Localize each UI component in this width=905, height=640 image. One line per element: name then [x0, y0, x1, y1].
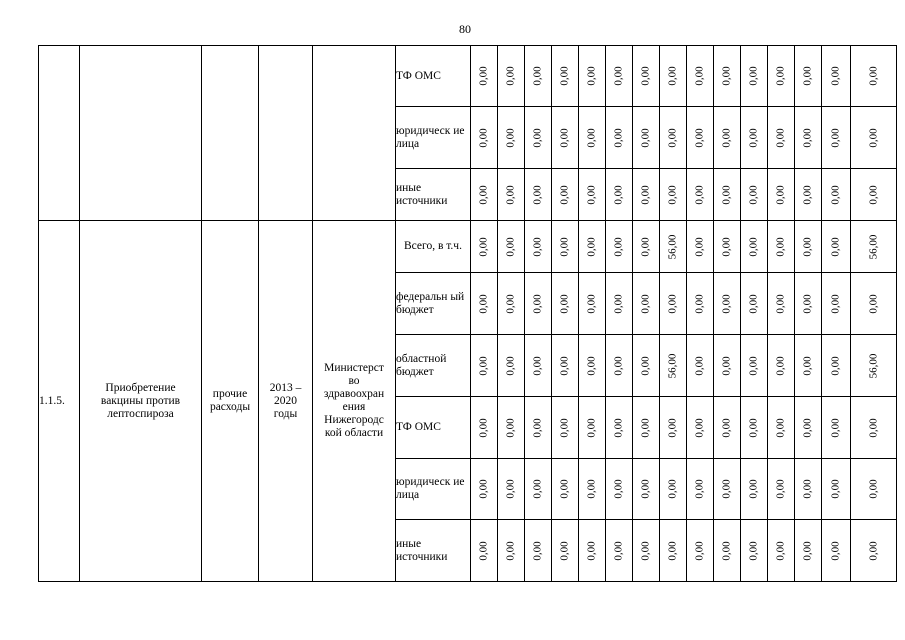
value-cell [606, 169, 633, 221]
value-cell [633, 221, 660, 273]
value-cell [525, 169, 552, 221]
value-text: 0,00 [585, 417, 598, 438]
value-cell [822, 107, 851, 169]
funding-source: иные источники [396, 520, 471, 582]
value-text: 56,00 [867, 234, 879, 259]
value-cell [660, 273, 687, 335]
value-cell [851, 46, 897, 107]
value-text: 0,00 [774, 479, 787, 499]
value-text: 0,00 [801, 479, 814, 499]
value-cell [498, 46, 525, 107]
value-text: 0,00 [504, 293, 517, 314]
value-cell [552, 335, 579, 397]
value-text: 0,00 [693, 479, 706, 499]
value-cell [741, 273, 768, 335]
value-text: 0,00 [774, 236, 787, 257]
value-text: 0,00 [666, 184, 679, 205]
value-cell [768, 273, 795, 335]
value-cell [633, 169, 660, 221]
value-cell [768, 397, 795, 459]
value-text: 0,00 [477, 355, 490, 376]
value-text: 0,00 [558, 236, 571, 257]
value-cell [714, 107, 741, 169]
value-cell [552, 221, 579, 273]
value-text: 0,00 [558, 417, 571, 438]
value-text: 0,00 [720, 355, 733, 376]
value-text: 0,00 [612, 184, 625, 205]
value-cell [471, 335, 498, 397]
funding-source: юридическ ие лица [396, 107, 471, 169]
value-cell [660, 46, 687, 107]
value-cell [687, 169, 714, 221]
value-cell [660, 107, 687, 169]
continued-number-cell [39, 46, 80, 221]
value-text: 0,00 [720, 236, 733, 257]
value-text: 0,00 [504, 66, 517, 86]
value-cell [687, 397, 714, 459]
value-cell [714, 335, 741, 397]
value-cell [579, 273, 606, 335]
value-text: 0,00 [867, 127, 879, 148]
value-cell [633, 107, 660, 169]
funding-source: юридическ ие лица [396, 459, 471, 520]
value-cell [471, 221, 498, 273]
value-text: 0,00 [867, 66, 879, 86]
value-cell [687, 221, 714, 273]
value-cell [851, 273, 897, 335]
table-row [39, 46, 897, 107]
continued-period-cell [259, 46, 313, 221]
value-text: 0,00 [612, 236, 625, 257]
value-text: 0,00 [639, 293, 652, 314]
value-cell [822, 459, 851, 520]
value-cell [525, 221, 552, 273]
value-text: 0,00 [477, 417, 490, 438]
value-text: 0,00 [612, 479, 625, 499]
value-cell [471, 273, 498, 335]
value-cell [768, 335, 795, 397]
value-text: 0,00 [774, 355, 787, 376]
value-text: 0,00 [558, 293, 571, 314]
value-cell [822, 169, 851, 221]
value-text: 0,00 [612, 355, 625, 376]
value-text: 0,00 [747, 184, 760, 205]
value-cell [525, 335, 552, 397]
table-row [39, 221, 897, 273]
value-text: 0,00 [585, 293, 598, 314]
value-cell [660, 459, 687, 520]
value-text: 0,00 [666, 417, 679, 438]
value-cell [741, 107, 768, 169]
value-cell [741, 335, 768, 397]
value-text: 56,00 [666, 234, 679, 259]
value-cell [633, 397, 660, 459]
value-text: 56,00 [666, 353, 679, 378]
funding-source: федеральн ый бюджет [396, 273, 471, 335]
item-executor: Министерст во здравоохран ения Нижегородс кой области [313, 221, 396, 582]
value-text: 0,00 [666, 293, 679, 314]
value-cell [822, 273, 851, 335]
value-cell [795, 169, 822, 221]
value-cell [660, 169, 687, 221]
value-text: 0,00 [585, 540, 598, 561]
funding-source: ТФ ОМС [396, 46, 471, 107]
value-cell [471, 169, 498, 221]
value-text: 0,00 [612, 127, 625, 148]
value-text: 0,00 [867, 293, 879, 314]
value-cell [714, 221, 741, 273]
value-text: 0,00 [867, 417, 879, 438]
value-cell [851, 335, 897, 397]
value-text: 0,00 [477, 236, 490, 257]
value-cell [606, 520, 633, 582]
value-cell [714, 459, 741, 520]
value-text: 0,00 [585, 355, 598, 376]
value-text: 0,00 [531, 293, 544, 314]
value-cell [606, 459, 633, 520]
value-text: 0,00 [801, 66, 814, 86]
value-text: 0,00 [531, 417, 544, 438]
value-text: 0,00 [504, 479, 517, 499]
value-text: 0,00 [801, 184, 814, 205]
value-cell [552, 107, 579, 169]
value-cell [471, 520, 498, 582]
value-text: 0,00 [477, 540, 490, 561]
value-text: 0,00 [747, 355, 760, 376]
value-cell [606, 335, 633, 397]
value-cell [579, 46, 606, 107]
funding-source: ТФ ОМС [396, 397, 471, 459]
value-text: 0,00 [867, 479, 879, 499]
value-cell [741, 169, 768, 221]
value-cell [606, 107, 633, 169]
value-text: 0,00 [477, 479, 490, 499]
value-text: 0,00 [829, 236, 842, 257]
value-text: 0,00 [558, 127, 571, 148]
value-cell [851, 221, 897, 273]
value-cell [687, 459, 714, 520]
value-text: 0,00 [504, 184, 517, 205]
value-cell [606, 46, 633, 107]
value-text: 0,00 [829, 66, 842, 86]
value-cell [741, 46, 768, 107]
value-text: 0,00 [666, 127, 679, 148]
value-cell [606, 221, 633, 273]
value-cell [822, 335, 851, 397]
value-cell [633, 273, 660, 335]
value-cell [795, 46, 822, 107]
value-text: 0,00 [720, 479, 733, 499]
value-text: 0,00 [801, 236, 814, 257]
value-cell [498, 169, 525, 221]
value-cell [795, 273, 822, 335]
value-cell [741, 221, 768, 273]
value-cell [498, 520, 525, 582]
value-text: 0,00 [477, 127, 490, 148]
value-cell [525, 397, 552, 459]
funding-source: Всего, в т.ч. [396, 221, 471, 273]
value-cell [741, 459, 768, 520]
value-text: 0,00 [558, 479, 571, 499]
value-text: 0,00 [867, 540, 879, 561]
value-text: 0,00 [774, 540, 787, 561]
value-cell [851, 397, 897, 459]
value-cell [768, 107, 795, 169]
value-text: 0,00 [747, 417, 760, 438]
value-cell [714, 520, 741, 582]
value-text: 0,00 [720, 540, 733, 561]
value-text: 0,00 [747, 127, 760, 148]
value-cell [822, 520, 851, 582]
value-cell [579, 107, 606, 169]
value-cell [498, 397, 525, 459]
value-text: 0,00 [693, 293, 706, 314]
value-cell [606, 273, 633, 335]
value-text: 0,00 [639, 236, 652, 257]
value-text: 0,00 [829, 479, 842, 499]
value-text: 0,00 [504, 417, 517, 438]
value-text: 0,00 [612, 540, 625, 561]
value-text: 0,00 [612, 66, 625, 86]
value-cell [822, 221, 851, 273]
value-text: 0,00 [504, 127, 517, 148]
value-text: 0,00 [774, 66, 787, 86]
value-cell [741, 520, 768, 582]
value-cell [498, 335, 525, 397]
value-text: 56,00 [867, 353, 879, 378]
value-cell [768, 520, 795, 582]
value-cell [579, 169, 606, 221]
value-cell [687, 273, 714, 335]
value-cell [552, 46, 579, 107]
value-text: 0,00 [801, 355, 814, 376]
value-text: 0,00 [747, 293, 760, 314]
value-text: 0,00 [747, 236, 760, 257]
value-text: 0,00 [585, 236, 598, 257]
value-text: 0,00 [829, 184, 842, 205]
value-text: 0,00 [639, 540, 652, 561]
value-text: 0,00 [639, 127, 652, 148]
value-cell [768, 169, 795, 221]
value-text: 0,00 [531, 479, 544, 499]
value-text: 0,00 [639, 66, 652, 86]
value-cell [714, 273, 741, 335]
value-text: 0,00 [720, 127, 733, 148]
value-text: 0,00 [693, 355, 706, 376]
value-cell [525, 46, 552, 107]
value-text: 0,00 [639, 184, 652, 205]
value-cell [579, 397, 606, 459]
value-text: 0,00 [531, 184, 544, 205]
value-cell [687, 107, 714, 169]
value-cell [471, 459, 498, 520]
value-text: 0,00 [774, 417, 787, 438]
value-text: 0,00 [612, 417, 625, 438]
continued-executor-cell [313, 46, 396, 221]
value-text: 0,00 [747, 540, 760, 561]
value-cell [633, 459, 660, 520]
value-text: 0,00 [666, 66, 679, 86]
value-text: 0,00 [693, 127, 706, 148]
value-cell [822, 46, 851, 107]
value-text: 0,00 [829, 293, 842, 314]
page-number: 80 [459, 22, 471, 36]
value-cell [687, 46, 714, 107]
value-cell [579, 520, 606, 582]
value-cell [687, 520, 714, 582]
value-cell [552, 273, 579, 335]
value-cell [768, 46, 795, 107]
value-cell [525, 273, 552, 335]
funding-table [38, 45, 897, 582]
value-text: 0,00 [558, 355, 571, 376]
value-cell [633, 46, 660, 107]
value-text: 0,00 [531, 127, 544, 148]
value-text: 0,00 [477, 293, 490, 314]
value-cell [795, 335, 822, 397]
value-text: 0,00 [801, 293, 814, 314]
value-text: 0,00 [666, 540, 679, 561]
value-cell [498, 459, 525, 520]
value-text: 0,00 [693, 417, 706, 438]
value-cell [579, 459, 606, 520]
item-name: Приобретение вакцины против лептоспироза [80, 221, 202, 582]
value-text: 0,00 [829, 355, 842, 376]
value-text: 0,00 [639, 355, 652, 376]
value-cell [498, 273, 525, 335]
value-cell [795, 221, 822, 273]
value-cell [552, 169, 579, 221]
value-cell [471, 107, 498, 169]
value-text: 0,00 [829, 540, 842, 561]
value-cell [687, 335, 714, 397]
value-cell [498, 221, 525, 273]
value-text: 0,00 [531, 236, 544, 257]
value-cell [606, 397, 633, 459]
item-expense-type: прочие расходы [202, 221, 259, 582]
value-text: 0,00 [720, 184, 733, 205]
value-cell [660, 397, 687, 459]
value-cell [525, 520, 552, 582]
value-cell [660, 335, 687, 397]
value-cell [471, 46, 498, 107]
value-text: 0,00 [747, 479, 760, 499]
value-text: 0,00 [477, 66, 490, 86]
value-text: 0,00 [639, 417, 652, 438]
value-text: 0,00 [801, 127, 814, 148]
value-text: 0,00 [504, 236, 517, 257]
value-text: 0,00 [693, 236, 706, 257]
value-text: 0,00 [774, 127, 787, 148]
value-text: 0,00 [774, 293, 787, 314]
value-text: 0,00 [720, 417, 733, 438]
value-cell [471, 397, 498, 459]
value-cell [552, 459, 579, 520]
value-cell [660, 520, 687, 582]
value-text: 0,00 [666, 479, 679, 499]
value-text: 0,00 [693, 540, 706, 561]
value-cell [768, 221, 795, 273]
value-cell [525, 459, 552, 520]
value-text: 0,00 [829, 127, 842, 148]
value-text: 0,00 [801, 417, 814, 438]
value-text: 0,00 [585, 479, 598, 499]
value-cell [851, 169, 897, 221]
value-text: 0,00 [829, 417, 842, 438]
value-text: 0,00 [504, 540, 517, 561]
value-text: 0,00 [774, 184, 787, 205]
value-text: 0,00 [693, 184, 706, 205]
value-text: 0,00 [477, 184, 490, 205]
value-cell [851, 520, 897, 582]
value-text: 0,00 [558, 540, 571, 561]
value-cell [822, 397, 851, 459]
value-text: 0,00 [531, 66, 544, 86]
value-cell [552, 397, 579, 459]
value-text: 0,00 [504, 355, 517, 376]
value-text: 0,00 [531, 355, 544, 376]
value-cell [768, 459, 795, 520]
value-cell [525, 107, 552, 169]
value-cell [714, 46, 741, 107]
value-cell [552, 520, 579, 582]
item-number: 1.1.5. [39, 221, 80, 582]
value-text: 0,00 [867, 184, 879, 205]
value-cell [714, 397, 741, 459]
value-text: 0,00 [558, 184, 571, 205]
value-text: 0,00 [612, 293, 625, 314]
value-text: 0,00 [585, 184, 598, 205]
continued-expense-cell [202, 46, 259, 221]
value-text: 0,00 [558, 66, 571, 86]
funding-source: областной бюджет [396, 335, 471, 397]
value-cell [851, 107, 897, 169]
value-cell [633, 335, 660, 397]
funding-source: иные источники [396, 169, 471, 221]
value-cell [714, 169, 741, 221]
value-cell [851, 459, 897, 520]
value-cell [498, 107, 525, 169]
value-text: 0,00 [585, 127, 598, 148]
value-text: 0,00 [639, 479, 652, 499]
value-cell [633, 520, 660, 582]
continued-name-cell [80, 46, 202, 221]
value-cell [579, 335, 606, 397]
value-text: 0,00 [801, 540, 814, 561]
value-cell [795, 459, 822, 520]
value-text: 0,00 [531, 540, 544, 561]
value-cell [660, 221, 687, 273]
value-text: 0,00 [747, 66, 760, 86]
item-period: 2013 – 2020 годы [259, 221, 313, 582]
value-text: 0,00 [720, 66, 733, 86]
value-text: 0,00 [720, 293, 733, 314]
value-cell [579, 221, 606, 273]
value-text: 0,00 [585, 66, 598, 86]
value-text: 0,00 [693, 66, 706, 86]
value-cell [795, 107, 822, 169]
value-cell [741, 397, 768, 459]
value-cell [795, 397, 822, 459]
value-cell [795, 520, 822, 582]
